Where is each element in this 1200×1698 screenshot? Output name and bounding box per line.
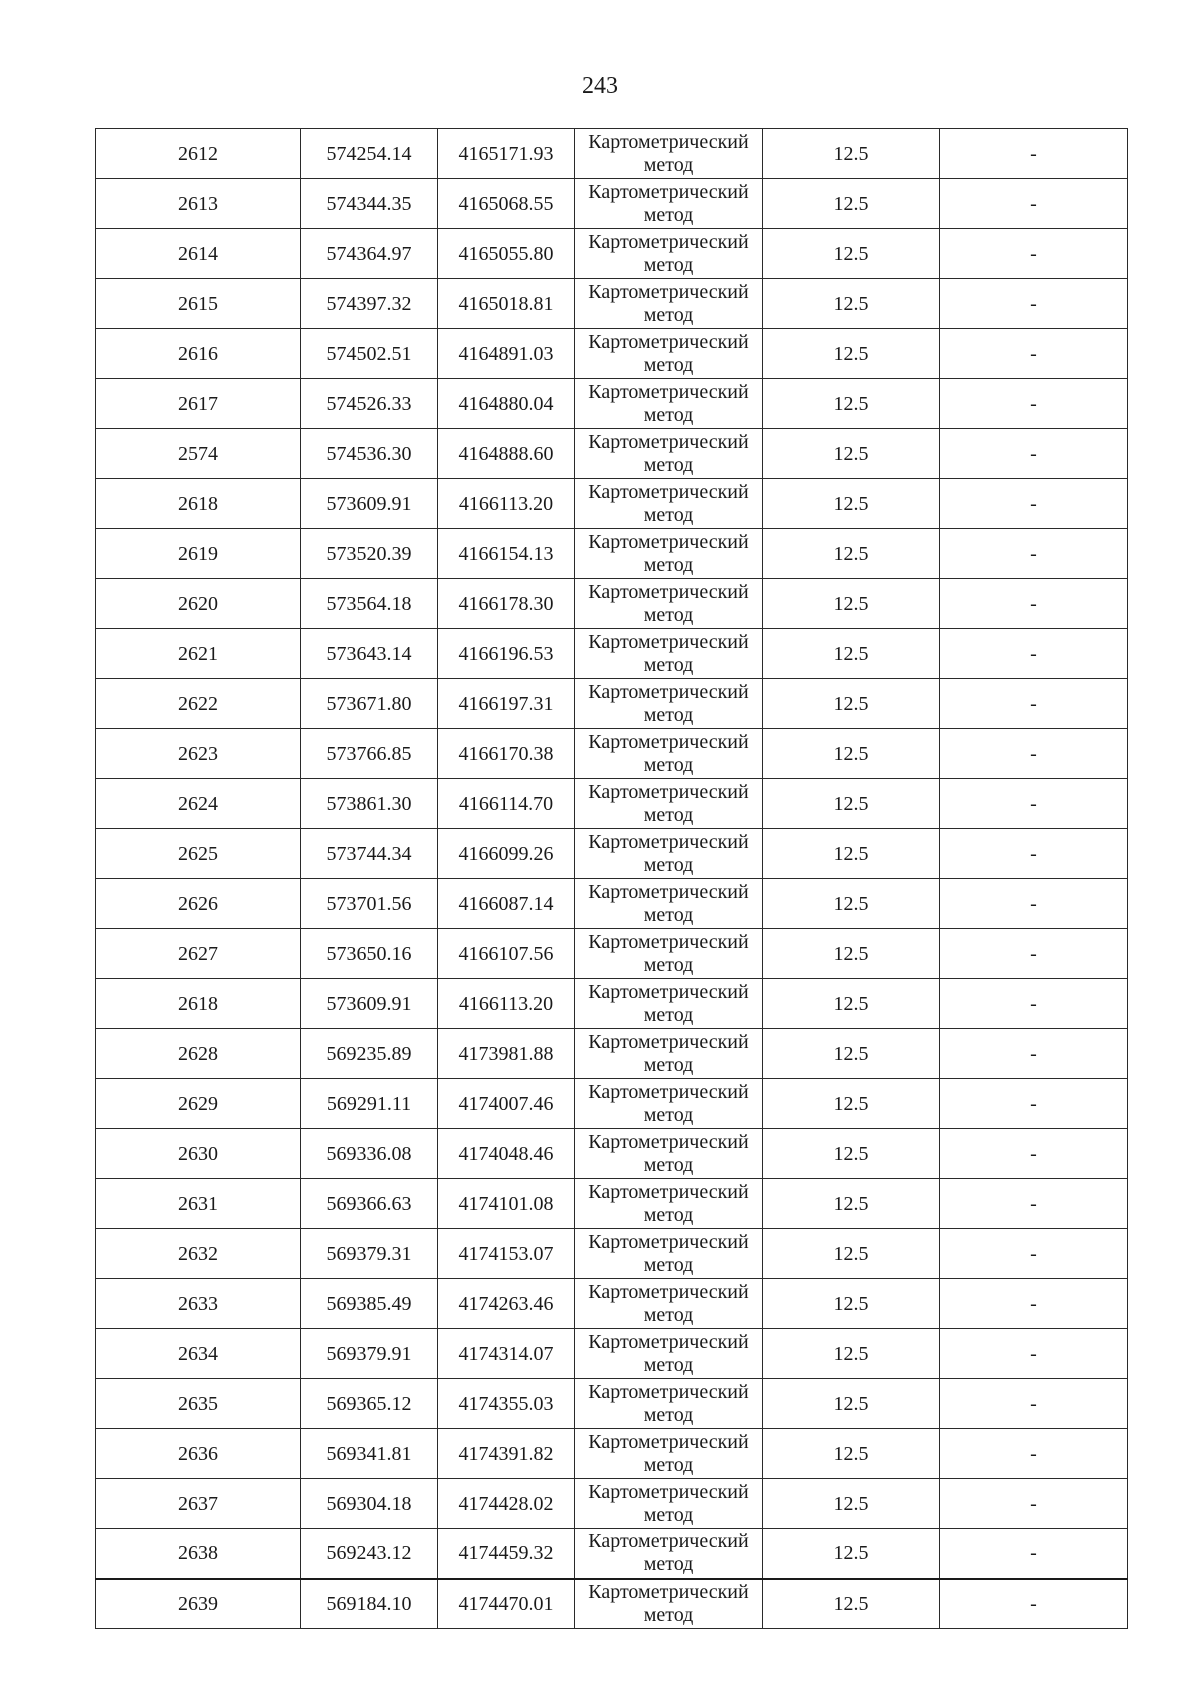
method-line-1: Картометрический bbox=[588, 230, 749, 253]
method-cell bbox=[575, 479, 763, 529]
note-cell: - bbox=[940, 1529, 1128, 1579]
accuracy-cell: 12.5 bbox=[763, 729, 940, 779]
method-line-2: метод bbox=[643, 153, 694, 176]
point-number-cell: 2632 bbox=[96, 1229, 301, 1279]
note-cell: - bbox=[940, 479, 1128, 529]
page-number: 243 bbox=[582, 73, 618, 99]
coordinate-x-cell: 569291.11 bbox=[301, 1079, 438, 1129]
point-number-cell: 2634 bbox=[96, 1329, 301, 1379]
note-cell: - bbox=[940, 1279, 1128, 1329]
point-number-cell: 2633 bbox=[96, 1279, 301, 1329]
method-line-1: Картометрический bbox=[588, 830, 749, 853]
table-row bbox=[96, 1129, 1128, 1179]
point-number-cell: 2615 bbox=[96, 279, 301, 329]
table-row bbox=[96, 1229, 1128, 1279]
accuracy-cell: 12.5 bbox=[763, 1529, 940, 1579]
coordinate-x-cell: 573861.30 bbox=[301, 779, 438, 829]
accuracy-cell: 12.5 bbox=[763, 679, 940, 729]
method-line-2: метод bbox=[643, 1503, 694, 1526]
note-cell: - bbox=[940, 879, 1128, 929]
point-number-cell: 2613 bbox=[96, 179, 301, 229]
point-number-cell: 2631 bbox=[96, 1179, 301, 1229]
method-line-2: метод bbox=[643, 453, 694, 476]
note-cell: - bbox=[940, 729, 1128, 779]
note-cell: - bbox=[940, 1329, 1128, 1379]
method-line-1: Картометрический bbox=[588, 880, 749, 903]
note-cell: - bbox=[940, 1429, 1128, 1479]
point-number-cell: 2617 bbox=[96, 379, 301, 429]
table-row bbox=[96, 1529, 1128, 1579]
table-row bbox=[96, 729, 1128, 779]
coordinate-y-cell: 4166154.13 bbox=[438, 529, 575, 579]
note-cell: - bbox=[940, 1579, 1128, 1629]
point-number-cell: 2621 bbox=[96, 629, 301, 679]
method-line-1: Картометрический bbox=[588, 330, 749, 353]
accuracy-cell: 12.5 bbox=[763, 1279, 940, 1329]
coordinate-x-cell: 569336.08 bbox=[301, 1129, 438, 1179]
method-line-1: Картометрический bbox=[588, 180, 749, 203]
table-row bbox=[96, 629, 1128, 679]
coordinate-y-cell: 4174314.07 bbox=[438, 1329, 575, 1379]
method-line-2: метод bbox=[643, 853, 694, 876]
accuracy-cell: 12.5 bbox=[763, 279, 940, 329]
method-line-2: метод bbox=[643, 203, 694, 226]
method-line-2: метод bbox=[643, 1153, 694, 1176]
coordinate-y-cell: 4166113.20 bbox=[438, 979, 575, 1029]
method-line-1: Картометрический bbox=[588, 1530, 749, 1553]
point-number-cell: 2638 bbox=[96, 1529, 301, 1579]
accuracy-cell: 12.5 bbox=[763, 429, 940, 479]
note-cell: - bbox=[940, 329, 1128, 379]
coordinate-x-cell: 574526.33 bbox=[301, 379, 438, 429]
coordinate-x-cell: 573609.91 bbox=[301, 979, 438, 1029]
table-row bbox=[96, 829, 1128, 879]
point-number-cell: 2639 bbox=[96, 1579, 301, 1629]
table-row bbox=[96, 279, 1128, 329]
table-row bbox=[96, 1379, 1128, 1429]
method-cell bbox=[575, 379, 763, 429]
point-number-cell: 2630 bbox=[96, 1129, 301, 1179]
method-line-2: метод bbox=[643, 403, 694, 426]
coordinate-y-cell: 4166114.70 bbox=[438, 779, 575, 829]
coordinate-y-cell: 4166107.56 bbox=[438, 929, 575, 979]
accuracy-cell: 12.5 bbox=[763, 179, 940, 229]
coordinate-x-cell: 569366.63 bbox=[301, 1179, 438, 1229]
coordinates-table-body bbox=[96, 129, 1128, 1629]
note-cell: - bbox=[940, 529, 1128, 579]
coordinate-x-cell: 574364.97 bbox=[301, 229, 438, 279]
point-number-cell: 2618 bbox=[96, 979, 301, 1029]
coordinate-y-cell: 4165018.81 bbox=[438, 279, 575, 329]
accuracy-cell: 12.5 bbox=[763, 479, 940, 529]
coordinate-x-cell: 573744.34 bbox=[301, 829, 438, 879]
table-row bbox=[96, 129, 1128, 179]
coordinate-y-cell: 4166196.53 bbox=[438, 629, 575, 679]
method-line-1: Картометрический bbox=[588, 1030, 749, 1053]
method-line-2: метод bbox=[643, 1053, 694, 1076]
coordinate-x-cell: 573671.80 bbox=[301, 679, 438, 729]
coordinate-y-cell: 4164888.60 bbox=[438, 429, 575, 479]
table-row bbox=[96, 479, 1128, 529]
coordinate-x-cell: 573609.91 bbox=[301, 479, 438, 529]
method-cell bbox=[575, 1379, 763, 1429]
table-row bbox=[96, 579, 1128, 629]
accuracy-cell: 12.5 bbox=[763, 629, 940, 679]
table-row bbox=[96, 229, 1128, 279]
note-cell: - bbox=[940, 229, 1128, 279]
method-cell bbox=[575, 329, 763, 379]
point-number-cell: 2624 bbox=[96, 779, 301, 829]
table-row bbox=[96, 879, 1128, 929]
coordinate-y-cell: 4165068.55 bbox=[438, 179, 575, 229]
method-cell bbox=[575, 1279, 763, 1329]
method-cell bbox=[575, 1079, 763, 1129]
coordinate-x-cell: 573520.39 bbox=[301, 529, 438, 579]
accuracy-cell: 12.5 bbox=[763, 1329, 940, 1379]
method-cell bbox=[575, 1029, 763, 1079]
table-row bbox=[96, 179, 1128, 229]
method-line-2: метод bbox=[643, 503, 694, 526]
table-row bbox=[96, 1279, 1128, 1329]
method-line-2: метод bbox=[643, 603, 694, 626]
coordinate-x-cell: 573564.18 bbox=[301, 579, 438, 629]
note-cell: - bbox=[940, 179, 1128, 229]
coordinate-x-cell: 569184.10 bbox=[301, 1579, 438, 1629]
method-cell bbox=[575, 1129, 763, 1179]
table-row bbox=[96, 779, 1128, 829]
coordinate-y-cell: 4165055.80 bbox=[438, 229, 575, 279]
method-cell bbox=[575, 1529, 763, 1579]
method-cell bbox=[575, 229, 763, 279]
note-cell: - bbox=[940, 1179, 1128, 1229]
method-line-1: Картометрический bbox=[588, 630, 749, 653]
method-line-1: Картометрический bbox=[588, 1130, 749, 1153]
method-line-1: Картометрический bbox=[588, 280, 749, 303]
point-number-cell: 2612 bbox=[96, 129, 301, 179]
method-cell bbox=[575, 729, 763, 779]
method-cell bbox=[575, 629, 763, 679]
method-line-1: Картометрический bbox=[588, 1380, 749, 1403]
point-number-cell: 2618 bbox=[96, 479, 301, 529]
coordinate-y-cell: 4166197.31 bbox=[438, 679, 575, 729]
method-line-1: Картометрический bbox=[588, 1230, 749, 1253]
coordinate-y-cell: 4174263.46 bbox=[438, 1279, 575, 1329]
coordinate-x-cell: 573766.85 bbox=[301, 729, 438, 779]
coordinate-y-cell: 4174007.46 bbox=[438, 1079, 575, 1129]
accuracy-cell: 12.5 bbox=[763, 229, 940, 279]
accuracy-cell: 12.5 bbox=[763, 1079, 940, 1129]
method-line-1: Картометрический bbox=[588, 680, 749, 703]
table-row bbox=[96, 1579, 1128, 1629]
table-row bbox=[96, 1479, 1128, 1529]
method-line-2: метод bbox=[643, 703, 694, 726]
table-row bbox=[96, 1029, 1128, 1079]
method-line-2: метод bbox=[643, 803, 694, 826]
coordinates-table bbox=[95, 128, 1128, 1629]
point-number-cell: 2619 bbox=[96, 529, 301, 579]
accuracy-cell: 12.5 bbox=[763, 1129, 940, 1179]
point-number-cell: 2622 bbox=[96, 679, 301, 729]
point-number-cell: 2626 bbox=[96, 879, 301, 929]
table-row bbox=[96, 1429, 1128, 1479]
coordinate-y-cell: 4166113.20 bbox=[438, 479, 575, 529]
table-row bbox=[96, 1329, 1128, 1379]
point-number-cell: 2625 bbox=[96, 829, 301, 879]
coordinate-y-cell: 4166170.38 bbox=[438, 729, 575, 779]
point-number-cell: 2627 bbox=[96, 929, 301, 979]
coordinate-y-cell: 4174470.01 bbox=[438, 1579, 575, 1629]
method-line-1: Картометрический bbox=[588, 1180, 749, 1203]
note-cell: - bbox=[940, 579, 1128, 629]
method-cell bbox=[575, 929, 763, 979]
accuracy-cell: 12.5 bbox=[763, 1179, 940, 1229]
point-number-cell: 2629 bbox=[96, 1079, 301, 1129]
method-line-1: Картометрический bbox=[588, 530, 749, 553]
accuracy-cell: 12.5 bbox=[763, 829, 940, 879]
note-cell: - bbox=[940, 379, 1128, 429]
coordinate-x-cell: 573701.56 bbox=[301, 879, 438, 929]
method-line-1: Картометрический bbox=[588, 580, 749, 603]
coordinate-x-cell: 569379.31 bbox=[301, 1229, 438, 1279]
coordinate-x-cell: 569243.12 bbox=[301, 1529, 438, 1579]
point-number-cell: 2620 bbox=[96, 579, 301, 629]
coordinate-y-cell: 4174101.08 bbox=[438, 1179, 575, 1229]
coordinate-x-cell: 574502.51 bbox=[301, 329, 438, 379]
accuracy-cell: 12.5 bbox=[763, 929, 940, 979]
method-line-1: Картометрический bbox=[588, 730, 749, 753]
method-line-2: метод bbox=[643, 1553, 694, 1576]
point-number-cell: 2616 bbox=[96, 329, 301, 379]
note-cell: - bbox=[940, 279, 1128, 329]
accuracy-cell: 12.5 bbox=[763, 779, 940, 829]
note-cell: - bbox=[940, 429, 1128, 479]
method-line-1: Картометрический bbox=[588, 780, 749, 803]
coordinate-y-cell: 4174355.03 bbox=[438, 1379, 575, 1429]
note-cell: - bbox=[940, 129, 1128, 179]
point-number-cell: 2614 bbox=[96, 229, 301, 279]
accuracy-cell: 12.5 bbox=[763, 879, 940, 929]
method-cell bbox=[575, 429, 763, 479]
coordinate-y-cell: 4164891.03 bbox=[438, 329, 575, 379]
method-cell bbox=[575, 679, 763, 729]
coordinate-y-cell: 4174153.07 bbox=[438, 1229, 575, 1279]
accuracy-cell: 12.5 bbox=[763, 329, 940, 379]
coordinate-y-cell: 4174048.46 bbox=[438, 1129, 575, 1179]
method-cell bbox=[575, 529, 763, 579]
point-number-cell: 2635 bbox=[96, 1379, 301, 1429]
method-line-2: метод bbox=[643, 903, 694, 926]
method-line-1: Картометрический bbox=[588, 1280, 749, 1303]
note-cell: - bbox=[940, 929, 1128, 979]
method-line-2: метод bbox=[643, 753, 694, 776]
point-number-cell: 2623 bbox=[96, 729, 301, 779]
accuracy-cell: 12.5 bbox=[763, 1479, 940, 1529]
accuracy-cell: 12.5 bbox=[763, 1579, 940, 1629]
coordinate-y-cell: 4174428.02 bbox=[438, 1479, 575, 1529]
method-cell bbox=[575, 779, 763, 829]
method-line-2: метод bbox=[643, 1103, 694, 1126]
method-line-2: метод bbox=[643, 1403, 694, 1426]
coordinate-x-cell: 569379.91 bbox=[301, 1329, 438, 1379]
point-number-cell: 2637 bbox=[96, 1479, 301, 1529]
coordinate-x-cell: 569385.49 bbox=[301, 1279, 438, 1329]
accuracy-cell: 12.5 bbox=[763, 579, 940, 629]
table-row bbox=[96, 379, 1128, 429]
method-line-1: Картометрический bbox=[588, 480, 749, 503]
coordinate-y-cell: 4173981.88 bbox=[438, 1029, 575, 1079]
method-cell bbox=[575, 829, 763, 879]
note-cell: - bbox=[940, 979, 1128, 1029]
method-line-2: метод bbox=[643, 953, 694, 976]
coordinate-y-cell: 4166178.30 bbox=[438, 579, 575, 629]
method-cell bbox=[575, 879, 763, 929]
method-line-2: метод bbox=[643, 1303, 694, 1326]
method-cell bbox=[575, 129, 763, 179]
table-row bbox=[96, 679, 1128, 729]
coordinate-x-cell: 573650.16 bbox=[301, 929, 438, 979]
method-cell bbox=[575, 179, 763, 229]
method-line-1: Картометрический bbox=[588, 1480, 749, 1503]
method-line-1: Картометрический bbox=[588, 1430, 749, 1453]
accuracy-cell: 12.5 bbox=[763, 1229, 940, 1279]
accuracy-cell: 12.5 bbox=[763, 379, 940, 429]
accuracy-cell: 12.5 bbox=[763, 1429, 940, 1479]
method-cell bbox=[575, 979, 763, 1029]
accuracy-cell: 12.5 bbox=[763, 529, 940, 579]
note-cell: - bbox=[940, 829, 1128, 879]
note-cell: - bbox=[940, 779, 1128, 829]
coordinate-y-cell: 4165171.93 bbox=[438, 129, 575, 179]
method-line-2: метод bbox=[643, 1603, 694, 1626]
note-cell: - bbox=[940, 1129, 1128, 1179]
method-line-1: Картометрический bbox=[588, 130, 749, 153]
coordinate-x-cell: 573643.14 bbox=[301, 629, 438, 679]
method-cell bbox=[575, 279, 763, 329]
coordinate-x-cell: 574254.14 bbox=[301, 129, 438, 179]
coordinate-x-cell: 574397.32 bbox=[301, 279, 438, 329]
table-row bbox=[96, 429, 1128, 479]
method-cell bbox=[575, 1429, 763, 1479]
note-cell: - bbox=[940, 1079, 1128, 1129]
method-cell bbox=[575, 1179, 763, 1229]
method-cell bbox=[575, 1229, 763, 1279]
method-line-2: метод bbox=[643, 553, 694, 576]
table-row bbox=[96, 929, 1128, 979]
method-line-1: Картометрический bbox=[588, 980, 749, 1003]
table-row bbox=[96, 1079, 1128, 1129]
coordinate-y-cell: 4166087.14 bbox=[438, 879, 575, 929]
note-cell: - bbox=[940, 1379, 1128, 1429]
coordinate-y-cell: 4174391.82 bbox=[438, 1429, 575, 1479]
coordinate-y-cell: 4164880.04 bbox=[438, 379, 575, 429]
method-line-2: метод bbox=[643, 1453, 694, 1476]
method-line-1: Картометрический bbox=[588, 930, 749, 953]
method-line-1: Картометрический bbox=[588, 1080, 749, 1103]
method-line-2: метод bbox=[643, 1003, 694, 1026]
method-line-2: метод bbox=[643, 1203, 694, 1226]
note-cell: - bbox=[940, 1029, 1128, 1079]
method-line-1: Картометрический bbox=[588, 1330, 749, 1353]
method-cell bbox=[575, 579, 763, 629]
method-line-1: Картометрический bbox=[588, 1580, 749, 1603]
coordinate-x-cell: 574536.30 bbox=[301, 429, 438, 479]
method-line-2: метод bbox=[643, 653, 694, 676]
method-line-2: метод bbox=[643, 353, 694, 376]
coordinate-x-cell: 569365.12 bbox=[301, 1379, 438, 1429]
method-line-2: метод bbox=[643, 303, 694, 326]
table-row bbox=[96, 979, 1128, 1029]
accuracy-cell: 12.5 bbox=[763, 1029, 940, 1079]
method-line-2: метод bbox=[643, 1353, 694, 1376]
accuracy-cell: 12.5 bbox=[763, 129, 940, 179]
method-cell bbox=[575, 1329, 763, 1379]
note-cell: - bbox=[940, 1479, 1128, 1529]
table-row bbox=[96, 329, 1128, 379]
note-cell: - bbox=[940, 1229, 1128, 1279]
note-cell: - bbox=[940, 679, 1128, 729]
table-row bbox=[96, 529, 1128, 579]
coordinate-x-cell: 569304.18 bbox=[301, 1479, 438, 1529]
method-line-2: метод bbox=[643, 253, 694, 276]
method-line-1: Картометрический bbox=[588, 380, 749, 403]
method-cell bbox=[575, 1579, 763, 1629]
point-number-cell: 2574 bbox=[96, 429, 301, 479]
coordinate-x-cell: 569235.89 bbox=[301, 1029, 438, 1079]
point-number-cell: 2636 bbox=[96, 1429, 301, 1479]
table-row bbox=[96, 1179, 1128, 1229]
accuracy-cell: 12.5 bbox=[763, 1379, 940, 1429]
coordinate-y-cell: 4166099.26 bbox=[438, 829, 575, 879]
note-cell: - bbox=[940, 629, 1128, 679]
method-cell bbox=[575, 1479, 763, 1529]
coordinate-y-cell: 4174459.32 bbox=[438, 1529, 575, 1579]
point-number-cell: 2628 bbox=[96, 1029, 301, 1079]
method-line-2: метод bbox=[643, 1253, 694, 1276]
coordinate-x-cell: 574344.35 bbox=[301, 179, 438, 229]
accuracy-cell: 12.5 bbox=[763, 979, 940, 1029]
coordinate-x-cell: 569341.81 bbox=[301, 1429, 438, 1479]
method-line-1: Картометрический bbox=[588, 430, 749, 453]
